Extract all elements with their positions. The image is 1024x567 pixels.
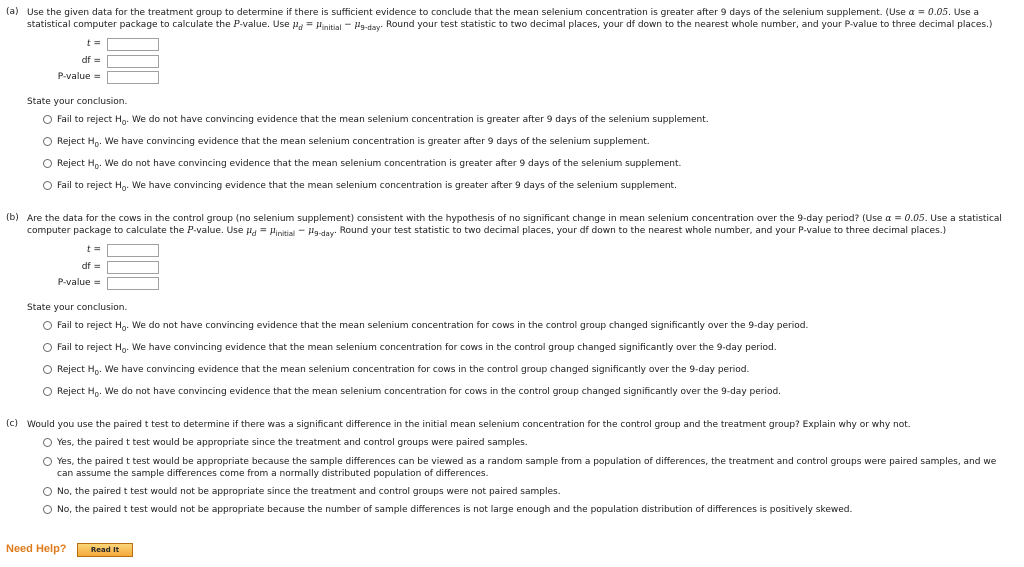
h0-subscript: 0 xyxy=(121,184,127,193)
part-a-mu-d: μ xyxy=(292,20,299,30)
part-a-question xyxy=(27,7,1012,34)
part-b-p-word: P xyxy=(187,226,194,236)
part-a-minus-9: − μ xyxy=(341,20,361,30)
option-lead: Reject H xyxy=(57,159,95,169)
part-b-question xyxy=(27,213,1012,240)
part-a-sub-initial: initial xyxy=(322,23,342,32)
option-text xyxy=(57,386,781,401)
part-b-pvalue-label: P-value = xyxy=(57,278,101,288)
part-a-conclusion-prompt: State your conclusion. xyxy=(27,97,128,107)
option-text xyxy=(57,136,650,151)
part-b-sub-initial: initial xyxy=(275,229,295,238)
part-a-t-input[interactable] xyxy=(107,38,159,51)
part-a-eq-initial: = μ xyxy=(302,20,323,30)
part-b-question-text-2: . Use a statistical computer package to calculate the xyxy=(27,214,1002,236)
part-b-sub-9day: 9-day xyxy=(314,229,334,238)
option-text xyxy=(57,364,749,379)
option-lead: Fail to reject H xyxy=(57,181,122,191)
part-b-conclusion-prompt: State your conclusion. xyxy=(27,303,128,313)
option-lead: Fail to reject H xyxy=(57,321,122,331)
radio-button[interactable] xyxy=(43,159,52,168)
part-a-df-input[interactable] xyxy=(107,55,159,68)
h0-subscript: 0 xyxy=(94,368,99,377)
h0-subscript: 0 xyxy=(121,118,127,127)
option-text: Yes, the paired t test would be appropriate because the sample differences can be viewed as a random sample from a population of differences, the treatment and control groups were paired samples, and we can assume the sample differences come from a normally distributed population of differences. xyxy=(57,457,997,479)
option-text xyxy=(57,180,677,195)
h0-subscript: 0 xyxy=(121,324,127,333)
part-b-question-text-3: -value. Use xyxy=(193,226,247,236)
part-a-question-text-4: . Round your test statistic to two decimal places, your df down to the nearest whole number, and your P-value to three decimal places.) xyxy=(380,20,993,30)
option-text xyxy=(57,342,777,357)
part-a-sub-d: d xyxy=(298,23,303,32)
radio-button[interactable] xyxy=(43,343,52,352)
radio-button[interactable] xyxy=(43,321,52,330)
part-b-sub-d: d xyxy=(252,229,257,238)
option-lead: Fail to reject H xyxy=(57,343,122,353)
option-rest: . We have convincing evidence that the mean selenium concentration for cows in the control group changed significantly over the 9-day period. xyxy=(99,365,750,375)
part-a-p-word: P xyxy=(233,20,240,30)
radio-button[interactable] xyxy=(43,505,52,514)
radio-button[interactable] xyxy=(43,438,52,447)
radio-button[interactable] xyxy=(43,387,52,396)
part-a-df-label: df = xyxy=(81,56,101,66)
option-text xyxy=(57,114,709,129)
option-rest: . We do not have convincing evidence that the mean selenium concentration for cows in the control group changed significantly over the 9-day period. xyxy=(126,321,809,331)
part-b-df-input[interactable] xyxy=(107,261,159,274)
part-b-mu-d: μ xyxy=(246,226,253,236)
h0-subscript: 0 xyxy=(94,162,99,171)
h0-subscript: 0 xyxy=(121,346,127,355)
part-b-eq-initial: = μ xyxy=(256,226,276,236)
h0-subscript: 0 xyxy=(94,390,99,399)
radio-button[interactable] xyxy=(43,137,52,146)
part-a-t-label: t = xyxy=(86,39,101,49)
part-a-label: (a) xyxy=(6,7,19,17)
part-b-pvalue-input[interactable] xyxy=(107,277,159,290)
radio-button[interactable] xyxy=(43,181,52,190)
option-text: No, the paired t test would not be appropriate because the number of sample differences is not large enough and the population distribution of differences is positively skewed. xyxy=(57,505,853,515)
part-a-alpha: α = 0.05 xyxy=(908,8,949,18)
part-b-minus-9: − μ xyxy=(295,226,315,236)
part-c-question: Would you use the paired t test to determine if there was a significant difference in the initial mean selenium concentration for the control group and the treatment group? Explain why or why not. xyxy=(27,420,911,430)
part-a-pvalue-label: P-value = xyxy=(57,72,101,82)
part-b-t-label: t = xyxy=(86,245,101,255)
option-text: No, the paired t test would not be appropriate since the treatment and control groups were not paired samples. xyxy=(57,487,561,497)
radio-button[interactable] xyxy=(43,457,52,466)
option-rest: . We do not have convincing evidence that the mean selenium concentration for cows in the control group changed significantly over the 9-day period. xyxy=(99,387,782,397)
option-rest: . We have convincing evidence that the mean selenium concentration is greater after 9 days of the selenium supplement. xyxy=(126,181,677,191)
part-a-question-text-3: -value. Use xyxy=(239,20,293,30)
part-b-df-label: df = xyxy=(81,262,101,272)
part-b-alpha: α = 0.05 xyxy=(885,214,925,224)
radio-button[interactable] xyxy=(43,487,52,496)
option-text xyxy=(57,158,681,173)
read-it-button[interactable]: Read It xyxy=(77,543,133,557)
part-a-sub-9day: 9-day xyxy=(360,23,381,32)
part-b-label: (b) xyxy=(6,213,19,223)
need-help-label: Need Help? xyxy=(6,543,67,555)
option-lead: Reject H xyxy=(57,137,95,147)
radio-button[interactable] xyxy=(43,115,52,124)
part-a-pvalue-input[interactable] xyxy=(107,71,159,84)
option-lead: Fail to reject H xyxy=(57,115,122,125)
option-lead: Reject H xyxy=(57,387,95,397)
option-rest: . We have convincing evidence that the mean selenium concentration for cows in the control group changed significantly over the 9-day period. xyxy=(126,343,777,353)
option-text xyxy=(57,320,808,335)
part-c-label: (c) xyxy=(6,419,18,429)
option-lead: Reject H xyxy=(57,365,95,375)
option-rest: . We do not have convincing evidence that the mean selenium concentration is greater after 9 days of the selenium supplement. xyxy=(126,115,709,125)
h0-subscript: 0 xyxy=(94,140,99,149)
part-a-question-text-2: . Use a statistical computer package to calculate the xyxy=(27,8,980,30)
part-a-question-text: Use the given data for the treatment group to determine if there is sufficient evidence to conclude that the mean selenium concentration is greater after 9 days of the selenium supplement. (Use xyxy=(27,8,909,18)
option-rest: . We have convincing evidence that the mean selenium concentration is greater after 9 days of the selenium supplement. xyxy=(99,137,650,147)
part-b-question-text: Are the data for the cows in the control group (no selenium supplement) consistent with the hypothesis of no significant change in mean selenium concentration over the 9-day period? (Use xyxy=(27,214,886,224)
option-rest: . We do not have convincing evidence that the mean selenium concentration is greater after 9 days of the selenium supplement. xyxy=(99,159,682,169)
part-b-t-input[interactable] xyxy=(107,244,159,257)
part-b-question-text-4: . Round your test statistic to two decimal places, your df down to the nearest whole number, and your P-value to three decimal places.) xyxy=(333,226,947,236)
option-text: Yes, the paired t test would be appropriate since the treatment and control groups were paired samples. xyxy=(57,438,528,448)
radio-button[interactable] xyxy=(43,365,52,374)
